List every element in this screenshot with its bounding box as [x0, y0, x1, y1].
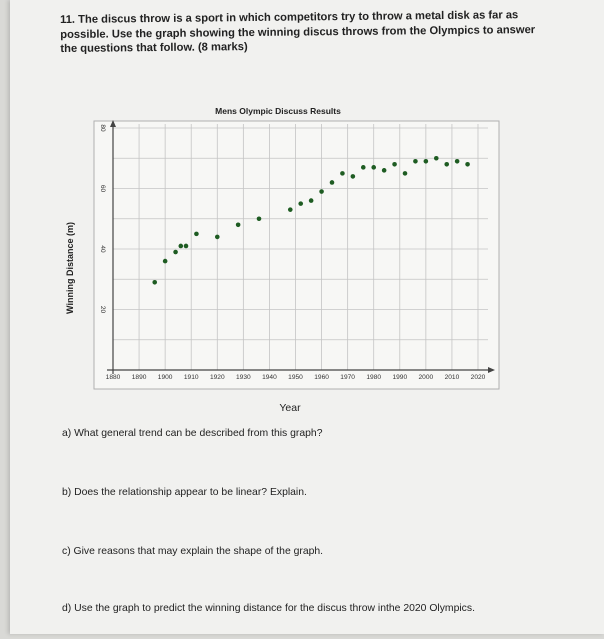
data-point — [424, 159, 429, 164]
question-c: c) Give reasons that may explain the shape of the graph. — [62, 546, 324, 557]
question-b: b) Does the relationship appear to be linear? Explain. — [62, 487, 307, 498]
chart-title: Mens Olympic Discuss Results — [215, 106, 341, 116]
x-tick-label: 1910 — [183, 374, 199, 381]
data-point — [194, 232, 199, 237]
data-point — [455, 159, 460, 164]
y-tick-label: 40 — [99, 245, 106, 253]
data-point — [340, 171, 345, 176]
y-tick-label: 80 — [99, 124, 106, 132]
data-point — [184, 244, 189, 249]
x-tick-label: 1940 — [262, 374, 277, 381]
x-tick-label: 1950 — [288, 374, 303, 381]
question-d: d) Use the graph to predict the winning distance for the discus throw inthe 2020 Olympics. — [62, 603, 475, 614]
y-axis-label: Winning Distance (m) — [65, 222, 75, 314]
x-axis-label: Year — [279, 402, 301, 414]
data-point — [152, 280, 157, 285]
x-tick-label: 1970 — [340, 374, 355, 381]
x-tick-label: 1930 — [236, 374, 251, 381]
chart-frame — [94, 121, 499, 389]
data-point — [319, 189, 324, 194]
y-tick-label: 20 — [99, 305, 106, 314]
data-point — [257, 216, 262, 221]
x-tick-labels — [106, 374, 486, 381]
data-point — [215, 235, 220, 240]
x-tick-label: 1920 — [209, 374, 225, 381]
data-point — [351, 174, 356, 179]
data-point — [178, 244, 183, 249]
data-point — [163, 259, 168, 264]
data-point — [392, 162, 397, 167]
data-point — [173, 250, 178, 255]
x-tick-label: 1960 — [314, 374, 329, 381]
question-a: a) What general trend can be described from this graph? — [62, 428, 323, 439]
x-tick-label: 1980 — [366, 374, 382, 381]
data-point — [382, 168, 387, 173]
data-point — [288, 207, 293, 212]
x-tick-label: 2000 — [418, 374, 434, 381]
data-point — [309, 198, 314, 203]
data-point — [434, 156, 439, 161]
data-point — [236, 223, 241, 228]
y-tick-label: 60 — [99, 184, 106, 193]
data-point — [330, 180, 335, 185]
data-point — [298, 201, 303, 206]
data-point — [403, 171, 408, 176]
data-point — [444, 162, 449, 167]
data-point — [361, 165, 366, 170]
x-tick-label: 1880 — [105, 374, 121, 381]
data-point — [371, 165, 376, 170]
x-tick-label: 1900 — [157, 374, 173, 381]
x-tick-label: 2010 — [444, 374, 460, 381]
question-11-text: 11. The discus throw is a sport in which competitors try to throw a metal disk as far as possible. Use the graph showing the winning discus throws from the Olympics to answer the questions that follow. (8 marks) — [60, 9, 536, 55]
x-tick-label: 1990 — [392, 374, 408, 381]
data-point — [413, 159, 418, 164]
x-tick-label: 1890 — [131, 374, 147, 381]
x-tick-label: 2020 — [470, 374, 486, 381]
data-point — [465, 162, 470, 167]
